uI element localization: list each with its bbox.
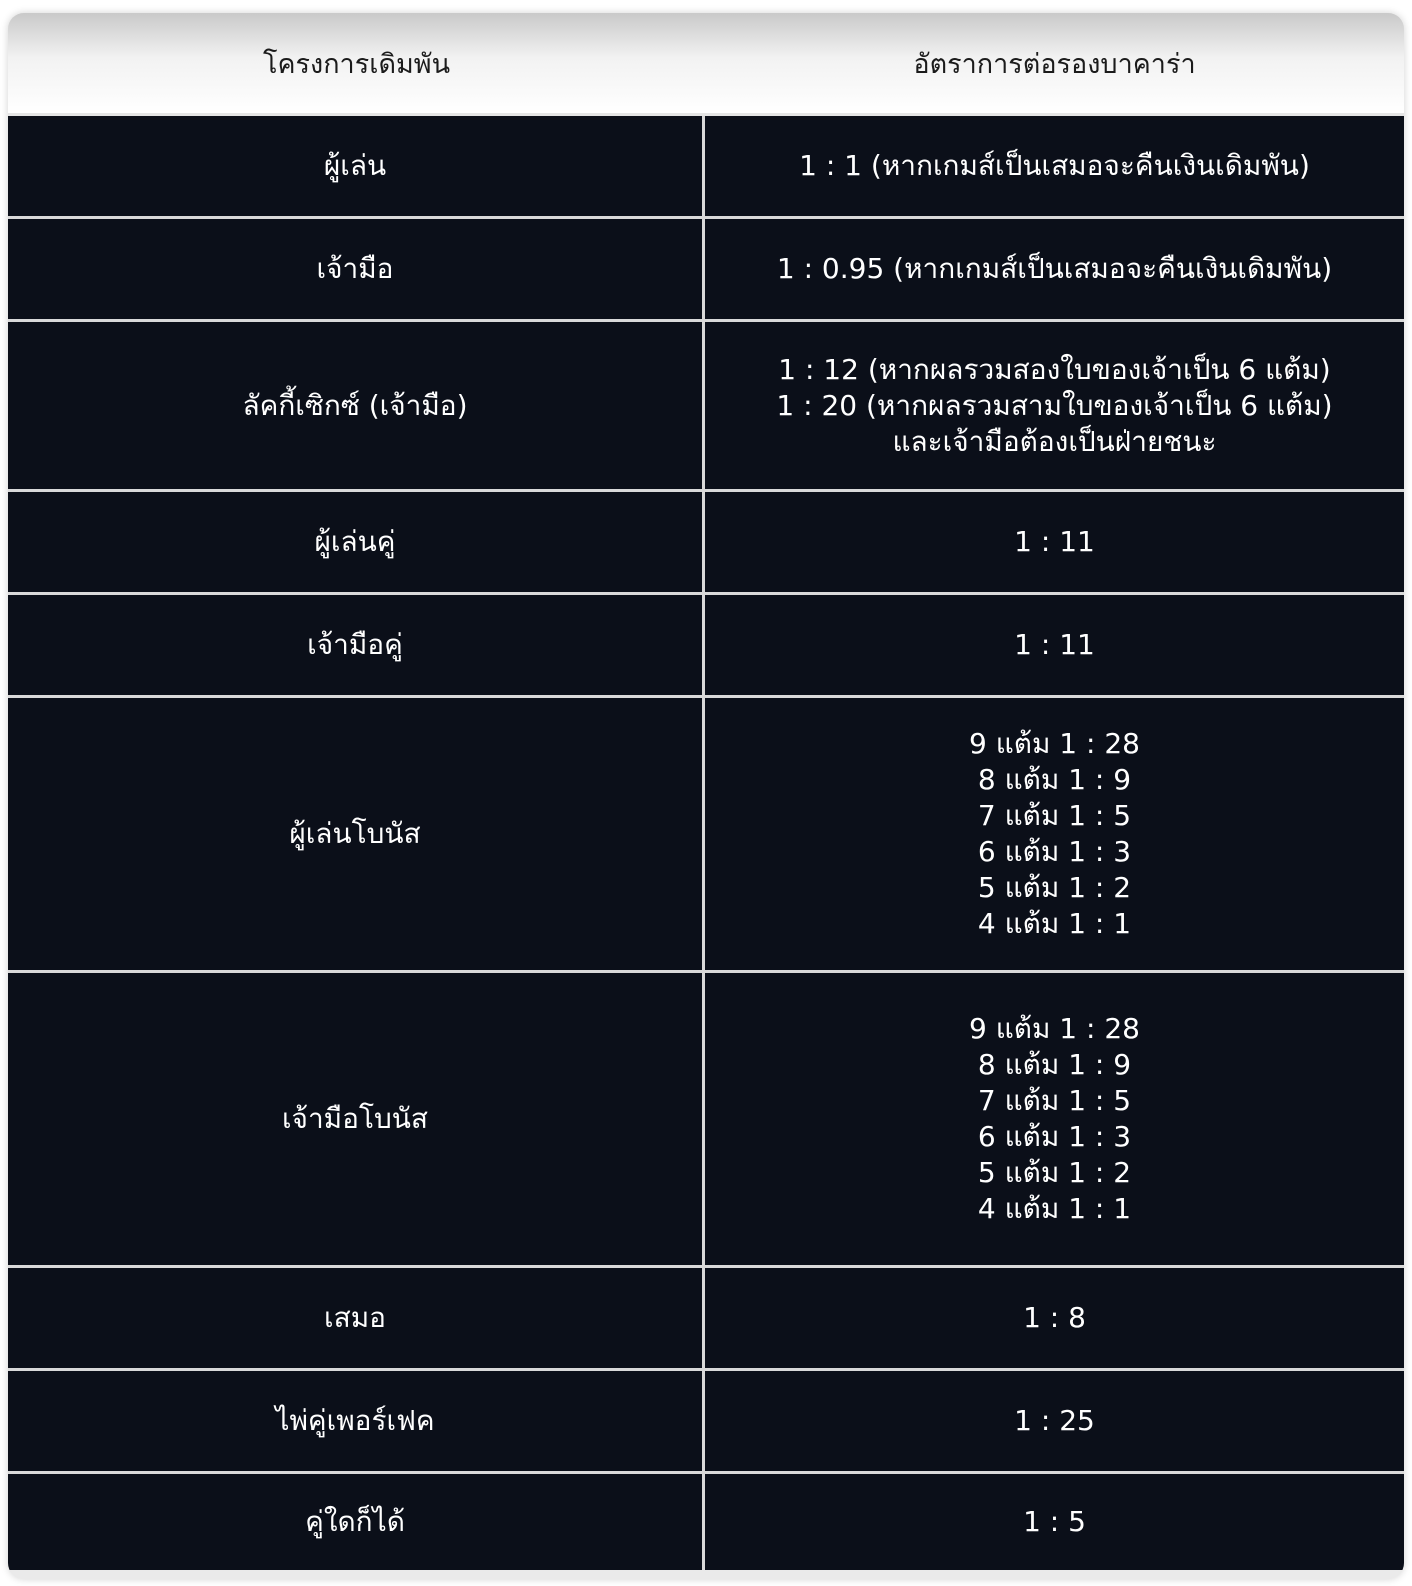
odds-line: 1 : 25: [1014, 1404, 1095, 1437]
bet-type-cell: เสมอ: [8, 1268, 705, 1368]
table-header: [8, 13, 1404, 116]
odds-line: 1 : 0.95 (หากเกมส์เป็นเสมอจะคืนเงินเดิมพัน): [776, 252, 1333, 285]
odds-cell: [705, 219, 1404, 319]
odds-line: 1 : 20 (หากผลรวมสามใบของเจ้าเป็น 6 แต้ม): [776, 388, 1333, 422]
table-row: [8, 595, 1404, 698]
table-row: [8, 492, 1404, 595]
bet-type-cell: ไพ่คู่เพอร์เฟค: [8, 1371, 705, 1471]
odds-cell: [705, 1371, 1404, 1471]
odds-line: และเจ้ามือต้องเป็นฝ่ายชนะ: [892, 424, 1217, 458]
odds-cell: [705, 492, 1404, 592]
odds-cell: [705, 973, 1404, 1265]
odds-line: 8 แต้ม 1 : 9: [977, 1048, 1132, 1081]
odds-table: [8, 13, 1404, 1579]
table-row: [8, 1474, 1404, 1570]
bet-type-cell: ผู้เล่นคู่: [8, 492, 705, 592]
bet-type-cell: เจ้ามือโบนัส: [8, 973, 705, 1265]
table-row: [8, 973, 1404, 1268]
odds-line: 1 : 11: [1014, 628, 1095, 661]
odds-line: 5 แต้ม 1 : 2: [977, 871, 1132, 904]
odds-line: 1 : 8: [1023, 1301, 1086, 1334]
odds-line: 6 แต้ม 1 : 3: [977, 835, 1132, 868]
table-row: [8, 219, 1404, 322]
bet-type-cell: ผู้เล่น: [8, 116, 705, 216]
odds-lines: [799, 148, 1310, 184]
odds-line: 6 แต้ม 1 : 3: [977, 1120, 1132, 1153]
header-odds: อัตราการต่อรองบาคาร่า: [913, 48, 1196, 80]
odds-line: 9 แต้ม 1 : 28: [969, 727, 1140, 760]
odds-lines: [1023, 1504, 1086, 1540]
odds-lines: [777, 251, 1332, 287]
odds-cell: [705, 698, 1404, 970]
odds-cell: [705, 595, 1404, 695]
odds-line: 1 : 11: [1014, 525, 1095, 558]
bet-type-cell: เจ้ามือ: [8, 219, 705, 319]
table-row: [8, 1371, 1404, 1474]
odds-lines: [969, 726, 1140, 942]
table-body: [8, 116, 1404, 1570]
odds-line: 7 แต้ม 1 : 5: [977, 1084, 1132, 1117]
table-row: [8, 1268, 1404, 1371]
header-bet-type: โครงการเดิมพัน: [262, 48, 451, 80]
bet-type-cell: ลัคกี้เซิกซ์ (เจ้ามือ): [8, 322, 705, 489]
odds-line: 4 แต้ม 1 : 1: [977, 1192, 1132, 1225]
odds-cell: [705, 1474, 1404, 1570]
table-row: [8, 322, 1404, 492]
table-row: [8, 116, 1404, 219]
odds-lines: [969, 1011, 1140, 1227]
odds-line: 1 : 1 (หากเกมส์เป็นเสมอจะคืนเงินเดิมพัน): [799, 149, 1310, 182]
odds-lines: [776, 352, 1332, 460]
odds-line: 1 : 12 (หากผลรวมสองใบของเจ้าเป็น 6 แต้ม): [778, 352, 1331, 386]
table-row: [8, 698, 1404, 973]
bet-type-cell: ผู้เล่นโบนัส: [8, 698, 705, 970]
odds-lines: [1014, 1403, 1095, 1439]
odds-cell: [705, 1268, 1404, 1368]
odds-line: 1 : 5: [1023, 1505, 1086, 1538]
bet-type-cell: คู่ใดก็ได้: [8, 1474, 705, 1570]
odds-lines: [1023, 1300, 1086, 1336]
odds-line: 7 แต้ม 1 : 5: [977, 799, 1132, 832]
odds-cell: [705, 322, 1404, 489]
bet-type-cell: เจ้ามือคู่: [8, 595, 705, 695]
odds-line: 9 แต้ม 1 : 28: [969, 1012, 1140, 1045]
odds-cell: [705, 116, 1404, 216]
odds-line: 8 แต้ม 1 : 9: [977, 763, 1132, 796]
odds-lines: [1014, 524, 1095, 560]
odds-line: 5 แต้ม 1 : 2: [977, 1156, 1132, 1189]
odds-line: 4 แต้ม 1 : 1: [977, 907, 1132, 940]
odds-lines: [1014, 627, 1095, 663]
